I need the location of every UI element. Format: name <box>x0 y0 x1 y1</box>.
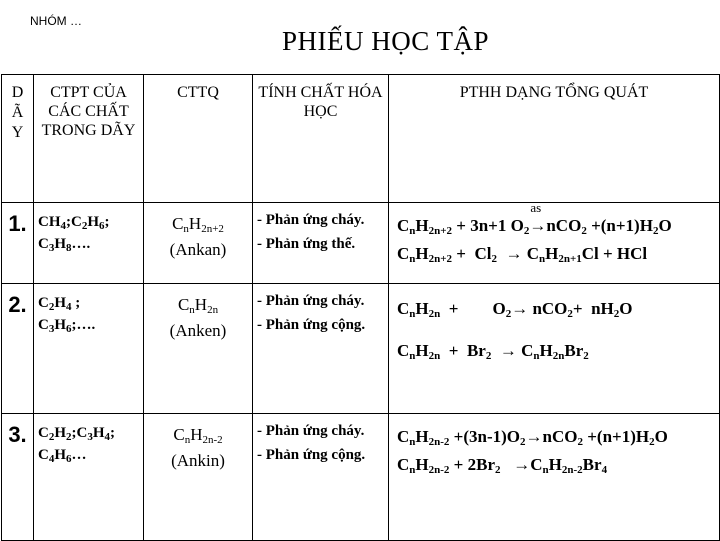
row-number: 3. <box>2 414 34 541</box>
general-formula-text: $C_nH_{2n}$ <box>177 295 219 316</box>
general-equations <box>389 200 720 284</box>
arrow-icon: as → <box>529 200 547 235</box>
formula-line: $C_2H_2;C_3H_4$; <box>38 425 116 443</box>
col-header-ctpt: CTPT CỦA CÁC CHẤT TRONG DÃY <box>34 75 144 203</box>
general-formula-text: $C_nH_{2n+2}$ <box>172 214 224 235</box>
chemical-properties <box>253 203 389 284</box>
worksheet-table <box>1 74 720 541</box>
molecular-formulas <box>34 284 144 414</box>
group-label: NHÓM … <box>30 14 82 28</box>
formula-line: $C_4H_6\dots$ <box>38 447 87 465</box>
general-formula <box>144 414 253 541</box>
property-item: - Phản ứng thế. <box>257 236 356 252</box>
property-item: - Phản ứng cộng. <box>257 317 366 333</box>
col-header-equations: PTHH DẠNG TỔNG QUÁT <box>389 75 720 203</box>
formula-line: $C_3H_8\dots$. <box>38 236 91 254</box>
general-formula-text: $C_nH_{2n-2}$ <box>173 425 223 446</box>
col-header-properties: TÍNH CHẤT HÓA HỌC <box>253 75 389 203</box>
table-row <box>2 203 720 284</box>
row-number: 1. <box>2 203 34 284</box>
property-item: - Phản ứng cháy. <box>257 212 365 228</box>
row-number: 2. <box>2 284 34 414</box>
equation: $C_nH_{2n-2} +(3n-1)O_2\to nCO_2 +(n+1)H_2O$ <box>397 427 668 448</box>
molecular-formulas <box>34 414 144 541</box>
col-header-cttq: CTTQ <box>144 75 253 203</box>
equation: $C_nH_{2n-2} + 2Br_2 \to C_nH_{2n-2}Br_4$ <box>397 455 608 476</box>
property-item: - Phản ứng cháy. <box>257 423 365 439</box>
equation: $C_nH_{2n} + Br_2 \to C_nH_{2n}Br_2$ <box>397 341 589 362</box>
table-row <box>2 414 720 541</box>
compound-class: (Anken) <box>169 321 227 340</box>
formula-line: $C_3H_6;\dots$. <box>38 317 96 335</box>
chemical-properties <box>253 284 389 414</box>
equation: $C_nH_{2n+2} + Cl_2 \to C_nH_{2n+1}Cl$ + HCl <box>397 244 648 265</box>
compound-class: (Ankan) <box>169 240 227 259</box>
molecular-formulas <box>34 203 144 284</box>
general-formula <box>144 284 253 414</box>
property-item: - Phản ứng cháy. <box>257 293 365 309</box>
equation: $C_nH_{2n}$ + $O_2\to nCO_2+ nH_2O$ <box>397 299 633 320</box>
formula-line: $CH_4;C_2H_6$; <box>38 214 110 232</box>
general-equations <box>389 414 720 541</box>
header-row <box>2 75 720 203</box>
equation: $C_nH_{2n+2} + 3n+1$ $O_2$ as $\to nCO_2 +(n+1)H_2O$ <box>397 212 719 240</box>
col-header-day: D Ã Y <box>2 75 34 203</box>
formula-line: $C_2H_4$ ; <box>38 295 81 313</box>
table-row <box>2 284 720 414</box>
general-equations <box>389 284 720 414</box>
property-item: - Phản ứng cộng. <box>257 447 366 463</box>
chemical-properties <box>253 414 389 541</box>
page-title: PHIẾU HỌC TẬP <box>282 26 490 56</box>
general-formula <box>144 203 253 284</box>
compound-class: (Ankin) <box>171 451 225 470</box>
